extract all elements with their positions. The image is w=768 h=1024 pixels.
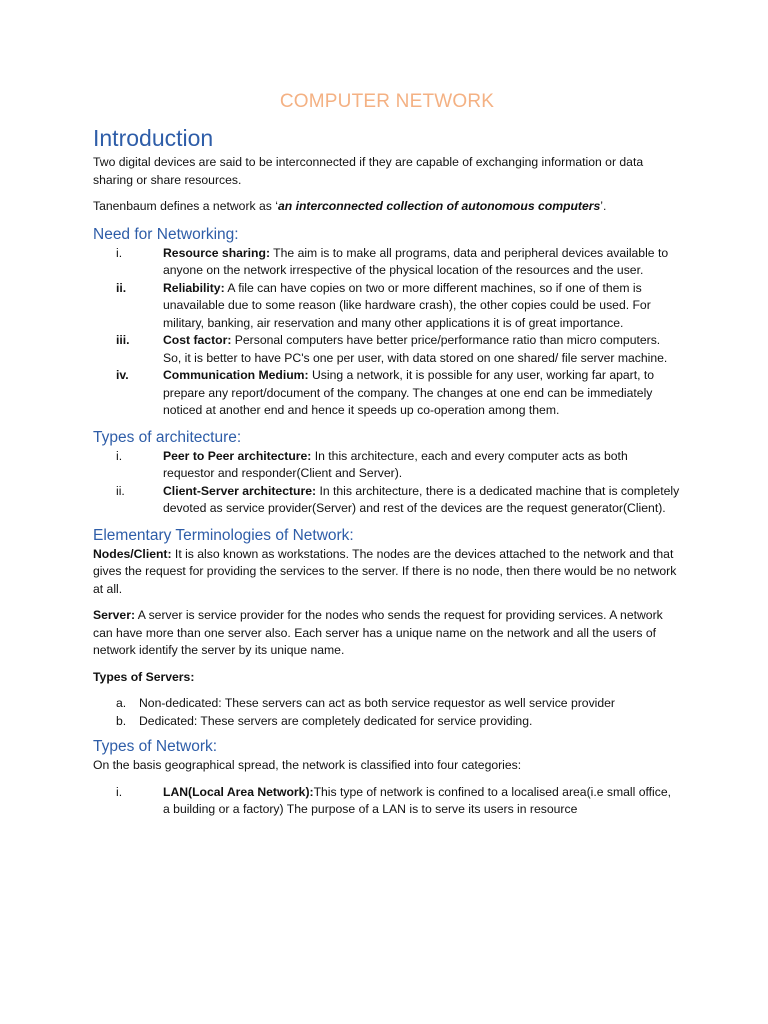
network-types-list bbox=[93, 784, 681, 819]
list-item bbox=[93, 367, 681, 420]
tanenbaum-quote: an interconnected collection of autonomous computers bbox=[277, 199, 601, 213]
introduction-heading: Introduction bbox=[93, 125, 214, 151]
need-list bbox=[93, 245, 681, 420]
nodes-paragraph bbox=[93, 546, 681, 599]
server-types-label-text: Types of Servers: bbox=[93, 669, 195, 684]
list-term: Reliability: bbox=[163, 280, 225, 295]
list-number: i. bbox=[116, 448, 123, 463]
tanenbaum-paragraph bbox=[93, 198, 681, 216]
server-term: Server: bbox=[93, 608, 136, 622]
nodes-term: Nodes/Client: bbox=[93, 546, 172, 561]
list-letter: a. bbox=[116, 696, 127, 710]
list-item bbox=[93, 448, 681, 483]
network-types-heading: Types of Network: bbox=[93, 738, 218, 755]
list-text: Dedicated: These servers are completely dedicated for service providing. bbox=[139, 713, 533, 728]
document-page bbox=[93, 88, 681, 827]
list-item bbox=[93, 695, 681, 713]
architecture-heading: Types of architecture: bbox=[93, 428, 242, 446]
list-term: Resource sharing: bbox=[163, 245, 271, 260]
list-number: i. bbox=[116, 784, 123, 799]
tanenbaum-suffix: ’. bbox=[600, 199, 607, 213]
architecture-list bbox=[93, 448, 681, 518]
list-text: In this architecture, there is a dedicated machine that is completely devoted as service provider(Server) and rest of the devices are the request generator(Client). bbox=[163, 483, 680, 515]
tanenbaum-prefix: Tanenbaum defines a network as ‘ bbox=[93, 199, 278, 213]
list-term: Cost factor: bbox=[163, 333, 232, 347]
list-text: This type of network is confined to a localised area(i.e small office, a building or a factory) The purpose of a LAN is to serve its users in resource bbox=[163, 784, 672, 816]
list-number: ii. bbox=[116, 280, 127, 295]
document-title: COMPUTER NETWORK bbox=[279, 91, 495, 112]
list-term: Client-Server architecture: bbox=[163, 483, 317, 498]
list-item bbox=[93, 280, 681, 333]
list-item bbox=[93, 483, 681, 518]
list-item bbox=[93, 245, 681, 280]
network-types-intro: On the basis geographical spread, the network is classified into four categories: bbox=[93, 758, 522, 772]
list-text: Personal computers have better price/performance ratio than micro computers. So, it is better to have PC's one per user, with data stored on one shared/ file server machine. bbox=[163, 333, 668, 365]
need-heading: Need for Networking: bbox=[93, 225, 239, 243]
server-types-label bbox=[93, 669, 681, 687]
list-item bbox=[93, 713, 681, 731]
server-paragraph bbox=[93, 607, 681, 660]
list-text: A file can have copies on two or more different machines, so if one of them is unavailable due to some reason (like hardware crash), the other copies could be used. For military, banking, air reservation and many other applications it is of great importance. bbox=[163, 280, 651, 330]
introduction-paragraph: Two digital devices are said to be interconnected if they are capable of exchanging information or data sharing or share resources. bbox=[93, 155, 644, 187]
list-number: i. bbox=[116, 245, 123, 260]
list-term: Communication Medium: bbox=[163, 368, 309, 382]
nodes-text: It is also known as workstations. The nodes are the devices attached to the network and that gives the request for providing the services to the server. If there is no node, then there would be no network at all. bbox=[93, 546, 677, 596]
list-number: iii. bbox=[116, 333, 130, 347]
list-number: ii. bbox=[116, 483, 125, 498]
server-text: A server is service provider for the nodes who sends the request for providing services. A network can have more than one server also. Each server has a unique name on the network and all the users of network identify the server by its unique name. bbox=[93, 608, 663, 657]
list-text: In this architecture, each and every computer acts as both requestor and responder(Client and Server). bbox=[163, 448, 628, 480]
list-letter: b. bbox=[116, 713, 127, 728]
list-item bbox=[93, 332, 681, 367]
terminologies-heading: Elementary Terminologies of Network: bbox=[93, 526, 354, 544]
list-item bbox=[93, 784, 681, 819]
list-number: iv. bbox=[116, 368, 129, 382]
list-text: The aim is to make all programs, data and peripheral devices available to anyone on the network irrespective of the physical location of the resources and the user. bbox=[163, 245, 669, 277]
list-text: Non-dedicated: These servers can act as both service requestor as well service provider bbox=[139, 696, 615, 710]
server-types-list bbox=[93, 695, 681, 730]
list-text: Using a network, it is possible for any user, working far apart, to prepare any report/document of the company. The changes at one end can be immediately noticed at another end and hence it speeds up co-operation among them. bbox=[163, 368, 655, 417]
list-term: LAN(Local Area Network): bbox=[163, 784, 314, 799]
list-term: Peer to Peer architecture: bbox=[163, 448, 312, 463]
